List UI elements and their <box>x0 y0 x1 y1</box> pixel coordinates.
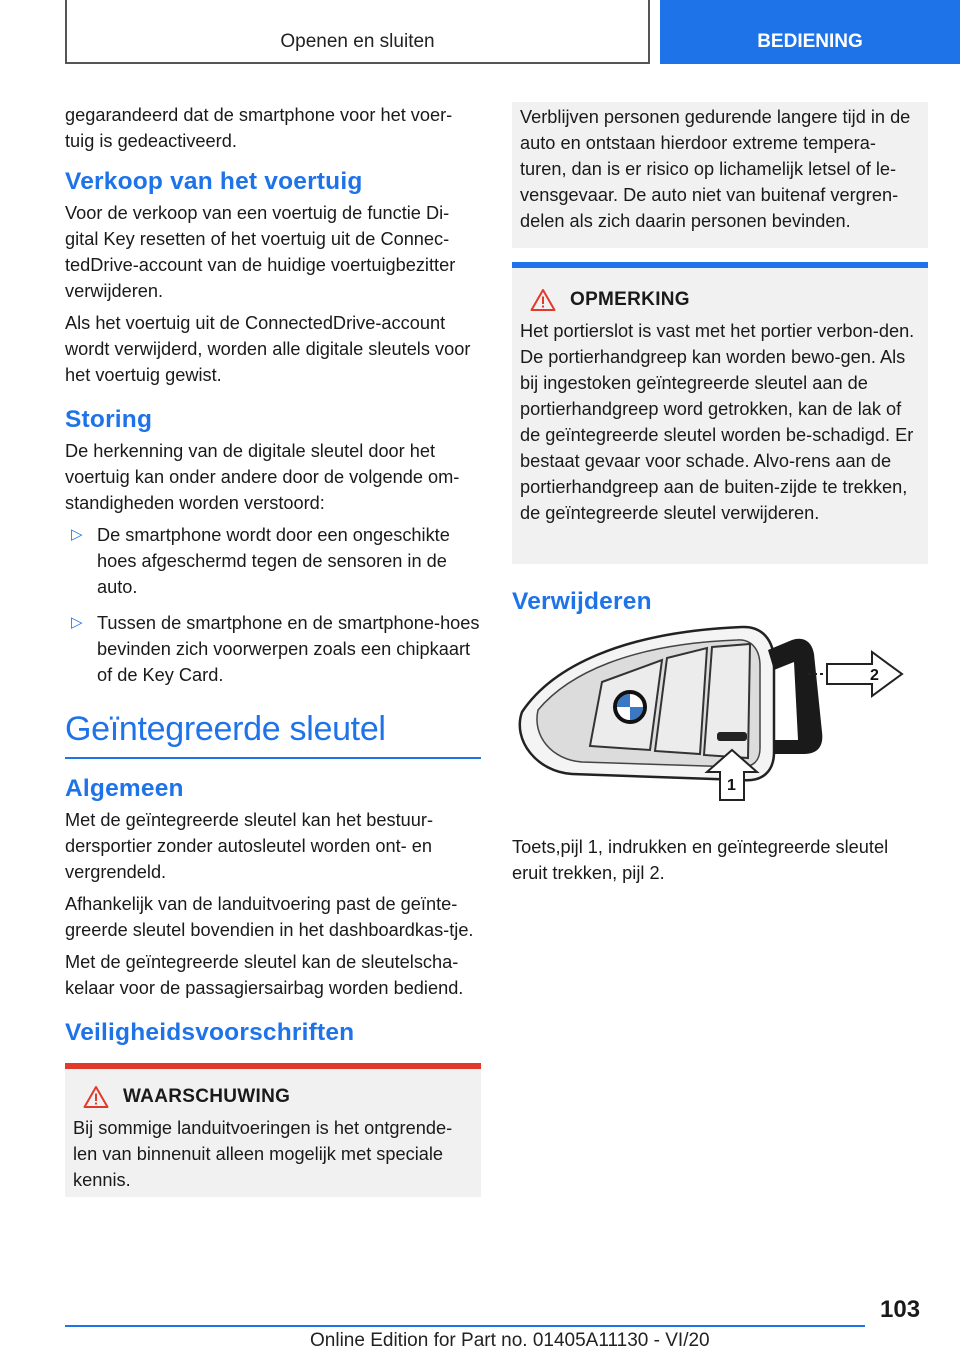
header-section-label: Openen en sluiten <box>280 31 435 52</box>
warning-title-row <box>73 1085 471 1109</box>
edition-text: Online Edition for Part no. 01405A11130 - VI/20 <box>310 1330 710 1351</box>
release-button <box>717 732 747 741</box>
warning-text: Bij sommige landuitvoeringen is het ontgrende-len van binnenuit alleen mogelijk met speciale kennis. <box>73 1118 453 1190</box>
sleutel-chapter-heading: Geïntegreerde sleutel <box>65 710 481 759</box>
storing-p1: De herkenning van de digitale sleutel door het voertuig kan onder andere door de volgende om-standigheden worden verstoord: <box>65 441 460 513</box>
bullet-triangle-icon: ▷ <box>71 526 83 543</box>
verkoop-heading: Verkoop van het voertuig <box>65 168 363 195</box>
mechanical-key <box>768 639 822 754</box>
verkoop-p2: Als het voertuig uit de ConnectedDrive-account wordt verwijderd, worden alle digitale sleutels voor het voertuig gewist. <box>65 313 471 385</box>
algemeen-heading: Algemeen <box>65 775 184 802</box>
arrow-1-label: 1 <box>727 777 736 794</box>
note-title-row <box>520 288 918 312</box>
warning-continued-text: Verblijven personen gedurende langere tijd in de auto en ontstaan hierdoor extreme tempera-turen, dan is er risico op lichamelijk letsel of le-vensgevaar. De auto niet van buitenaf vergren-delen als zich daarin personen bevinden. <box>520 107 911 231</box>
warning-triangle-icon <box>83 1085 109 1109</box>
verwijderen-caption: Toets,pijl 1, indrukken en geïntegreerde sleutel eruit trekken, pijl 2. <box>512 837 889 883</box>
verkoop-p1: Voor de verkoop van een voertuig de functie Di-gital Key resetten of het voertuig uit de Connec-tedDrive-account van de huidige voertuigbezitter verwijderen. <box>65 203 456 301</box>
list-item-text: Tussen de smartphone en de smartphone-hoes bevinden zich voorwerpen zoals een chipkaart of de Key Card. <box>97 613 480 685</box>
intro-text: gegarandeerd dat de smartphone voor het voer-tuig is gedeactiveerd. <box>65 105 453 151</box>
warning-triangle-icon <box>530 288 556 312</box>
algemeen-p1: Met de geïntegreerde sleutel kan het bestuur-dersportier zonder autosleutel worden ont- en vergrendeld. <box>65 810 434 882</box>
footer-rule <box>65 1325 865 1327</box>
list-item <box>65 610 481 688</box>
left-column <box>65 102 481 1197</box>
bullet-triangle-icon: ▷ <box>71 614 83 631</box>
storing-list <box>65 522 481 688</box>
list-item-text: De smartphone wordt door een ongeschikte hoes afgeschermd tegen de sensoren in de auto. <box>97 525 450 597</box>
arrow-2-label: 2 <box>870 667 879 684</box>
veilig-heading: Veiligheidsvoorschriften <box>65 1019 355 1046</box>
list-item <box>65 522 481 600</box>
warning-box <box>65 1063 481 1197</box>
header-section-tab <box>65 0 650 64</box>
right-column <box>512 102 928 892</box>
note-box <box>512 262 928 564</box>
warning-title: WAARSCHUWING <box>123 1086 291 1107</box>
note-text: Het portierslot is vast met het portier verbon-den. De portierhandgreep kan worden bewo-gen. Als bij ingestoken geïntegreerde sleutel aan de portierhandgreep word getrokken, kan de lak of de geïntegreerde sleutel worden be-schadigd. Er bestaat gevaar voor schade. Alvo-rens aan de portierhandgreep aan de buiten-zijde te trekken, de geïntegreerde sleutel verwijderen. <box>520 321 915 523</box>
note-title: OPMERKING <box>570 289 690 310</box>
arrow-2 <box>827 652 902 696</box>
header-chapter-label: BEDIENING <box>757 31 863 52</box>
warning-continued-box <box>512 102 928 248</box>
page-number: 103 <box>880 1296 921 1323</box>
key-removal-illustration <box>512 622 912 802</box>
algemeen-p2: Afhankelijk van de landuitvoering past de geïnte-greerde sleutel bovendien in het dashboardkas-tje. <box>65 894 474 940</box>
header-chapter-tab <box>660 0 960 64</box>
storing-heading: Storing <box>65 406 153 433</box>
verwijderen-heading: Verwijderen <box>512 588 652 615</box>
algemeen-p3: Met de geïntegreerde sleutel kan de sleutelscha-kelaar voor de passagiersairbag worden bediend. <box>65 952 464 998</box>
